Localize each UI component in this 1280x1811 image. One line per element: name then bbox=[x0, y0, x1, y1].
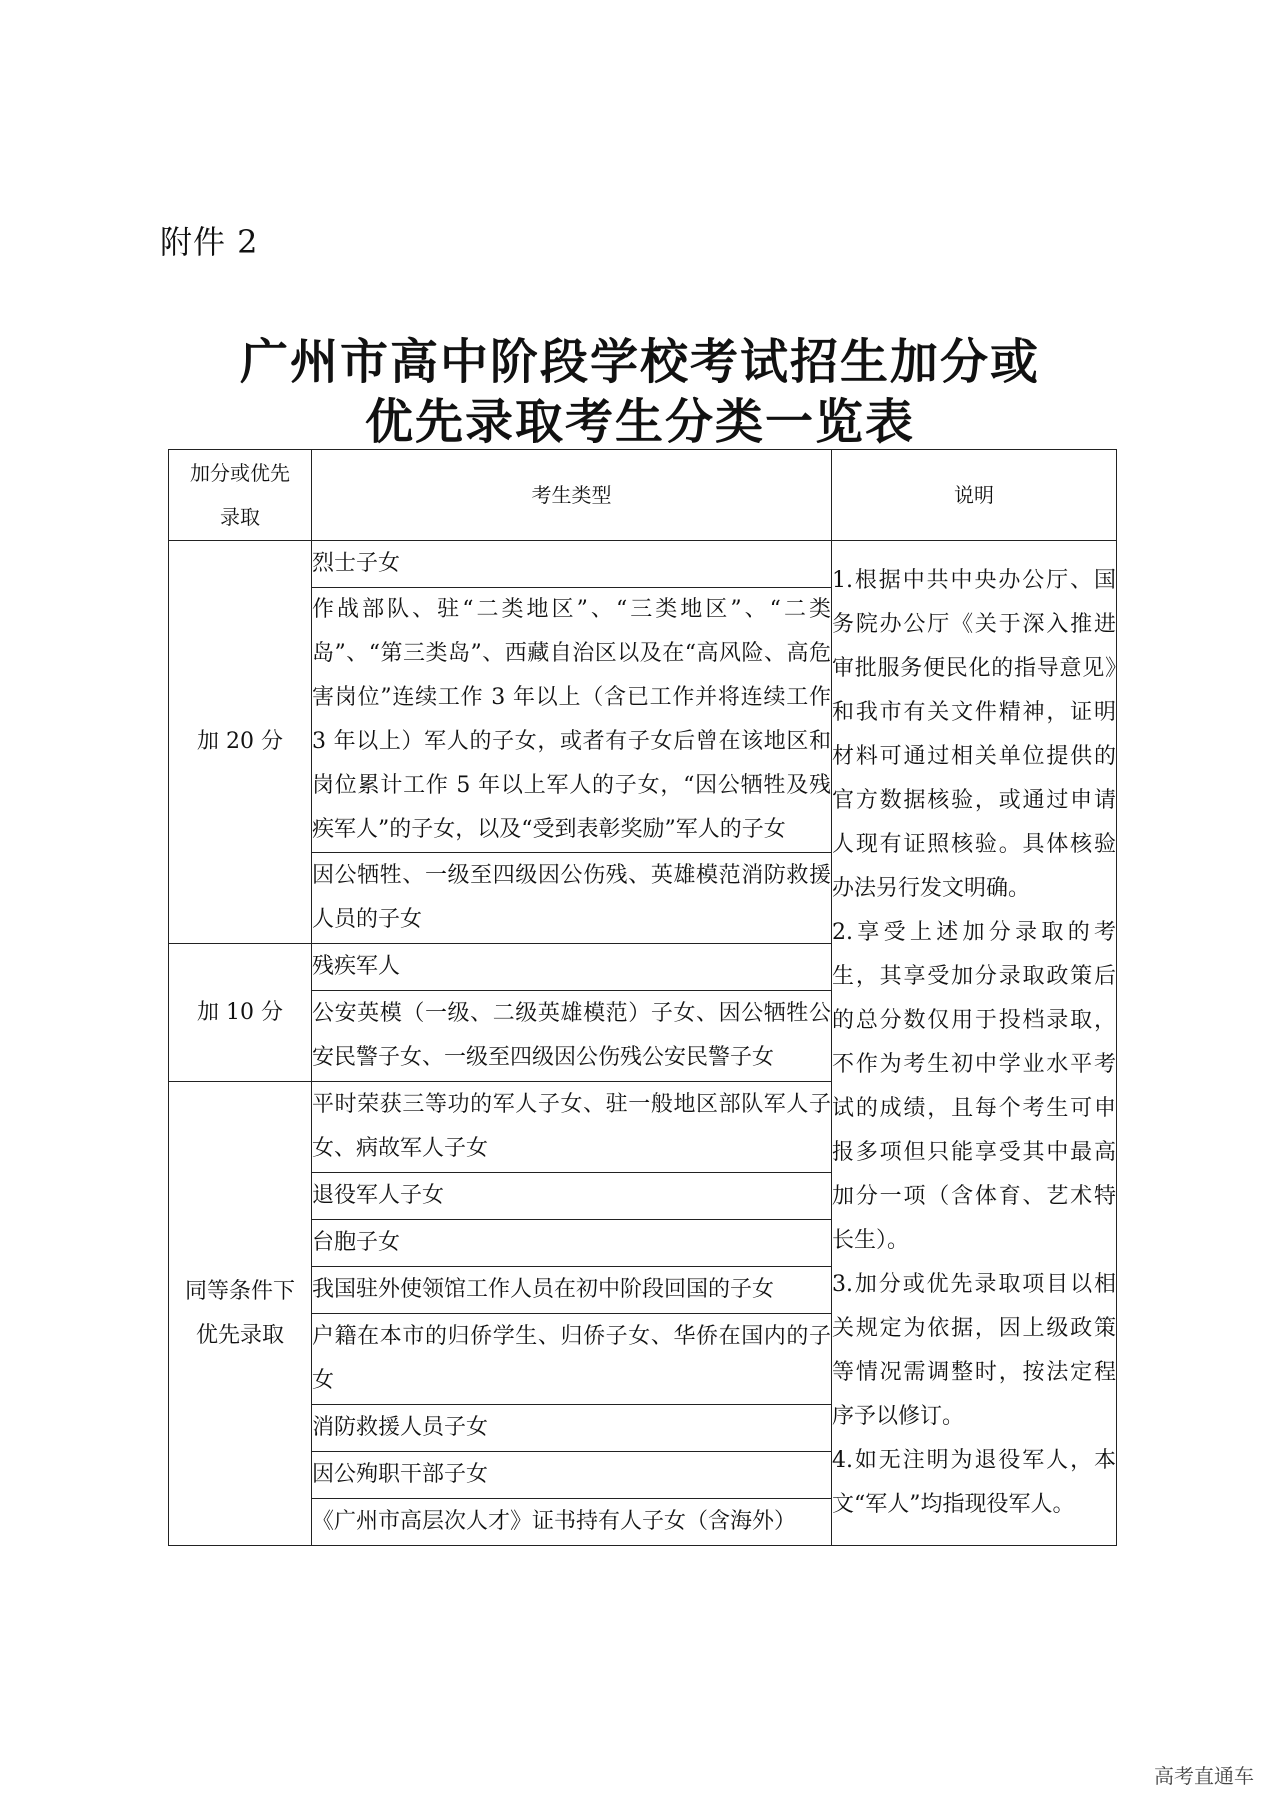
table-row bbox=[169, 541, 1117, 588]
type-cell: 因公殉职干部子女 bbox=[312, 1452, 832, 1499]
category-plus-10: 加 10 分 bbox=[169, 944, 312, 1082]
attachment-label: 附件 2 bbox=[160, 223, 259, 261]
notes-cell bbox=[832, 541, 1117, 1546]
type-cell: 退役军人子女 bbox=[312, 1173, 832, 1220]
category-plus-20: 加 20 分 bbox=[169, 541, 312, 944]
page-title-line-1: 广州市高中阶段学校考试招生加分或 bbox=[239, 334, 1040, 390]
note-3: 3.加分或优先录取项目以相关规定为依据，因上级政策等情况需调整时，按法定程序予以修订。 bbox=[832, 1272, 1116, 1429]
watermark: 高考直通车 bbox=[1154, 1764, 1254, 1788]
note-4: 4.如无注明为退役军人，本文“军人”均指现役军人。 bbox=[832, 1448, 1116, 1517]
type-cell: 我国驻外使领馆工作人员在初中阶段回国的子女 bbox=[312, 1267, 832, 1314]
category-priority: 同等条件下优先录取 bbox=[169, 1082, 312, 1546]
type-cell: 公安英模（一级、二级英雄模范）子女、因公牺牲公安民警子女、一级至四级因公伤残公安民警子女 bbox=[312, 991, 832, 1082]
note-1: 1.根据中共中央办公厅、国务院办公厅《关于深入推进审批服务便民化的指导意见》和我市有关文件精神，证明材料可通过相关单位提供的官方数据核验，或通过申请人现有证照核验。具体核验办法另行发文明确。 bbox=[832, 568, 1116, 901]
table-header-row bbox=[169, 450, 1117, 541]
type-cell: 残疾军人 bbox=[312, 944, 832, 991]
page-title-line-2: 优先录取考生分类一览表 bbox=[364, 394, 915, 450]
note-2: 2.享受上述加分录取的考生，其享受加分录取政策后的总分数仅用于投档录取，不作为考生初中学业水平考试的成绩，且每个考生可申报多项但只能享受其中最高加分一项（含体育、艺术特长生）。 bbox=[832, 920, 1116, 1253]
type-cell: 《广州市高层次人才》证书持有人子女（含海外） bbox=[312, 1499, 832, 1546]
header-note: 说明 bbox=[832, 450, 1117, 541]
type-cell: 作战部队、驻“二类地区”、“三类地区”、“二类岛”、“第三类岛”、西藏自治区以及在“高风险、高危害岗位”连续工作 3 年以上（含已工作并将连续工作 3 年以上）军人的子女，或者有子女后曾在该地区和岗位累计工作 5 年以上军人的子女，“因公牺牲及残疾军人”的子女，以及“受到表彰奖励”军人的子女 bbox=[312, 588, 832, 853]
type-cell: 烈士子女 bbox=[312, 541, 832, 588]
type-cell: 户籍在本市的归侨学生、归侨子女、华侨在国内的子女 bbox=[312, 1314, 832, 1405]
type-cell: 消防救援人员子女 bbox=[312, 1405, 832, 1452]
type-cell: 因公牺牲、一级至四级因公伤残、英雄模范消防救援人员的子女 bbox=[312, 853, 832, 944]
type-cell: 平时荣获三等功的军人子女、驻一般地区部队军人子女、病故军人子女 bbox=[312, 1082, 832, 1173]
header-type: 考生类型 bbox=[312, 450, 832, 541]
type-cell: 台胞子女 bbox=[312, 1220, 832, 1267]
header-category: 加分或优先录取 bbox=[169, 450, 312, 541]
classification-table bbox=[168, 449, 1117, 1546]
